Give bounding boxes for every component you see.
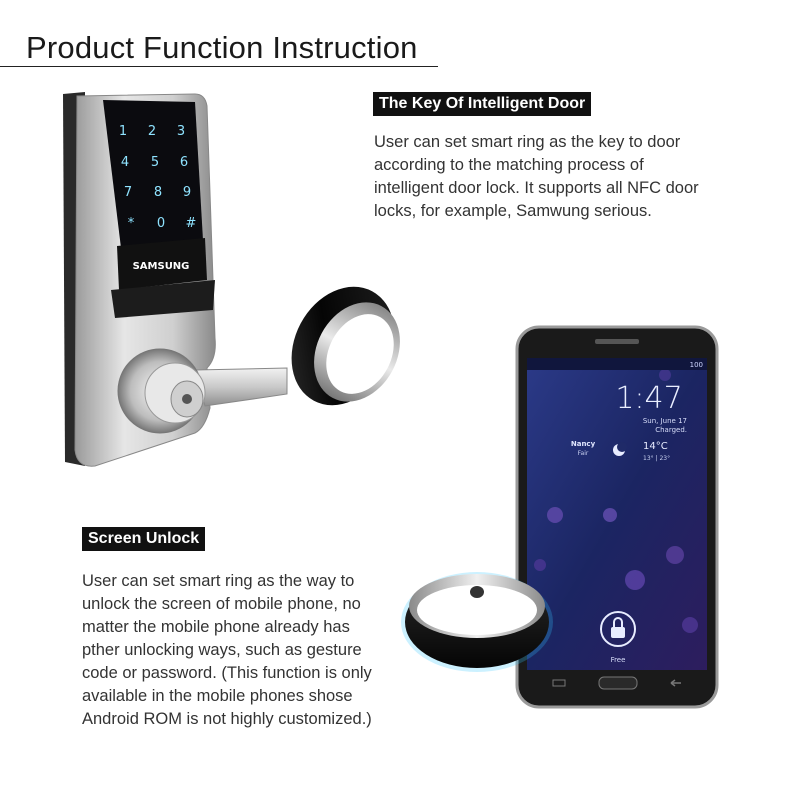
battery-status: 100 <box>689 361 703 369</box>
description-line: User can set smart ring as the key to door <box>374 133 681 151</box>
charge-status: Charged. <box>655 426 687 434</box>
title-divider <box>0 66 438 67</box>
description-line: pther unlocking ways, such as gesture <box>82 641 362 659</box>
keypad-key: # <box>185 216 197 231</box>
keypad-key: 8 <box>153 185 163 200</box>
lock-date: Sun, June 17 <box>642 417 687 425</box>
keypad-key: * <box>127 216 135 231</box>
unlock-label: Free <box>610 656 626 664</box>
screen-unlock-heading: Screen Unlock <box>82 527 205 551</box>
screen-unlock-description <box>82 570 412 731</box>
description-line: code or password. (This function is only <box>82 664 372 682</box>
brand-label: SAMSUNG <box>132 261 190 272</box>
page-title: Product Function Instruction <box>26 30 418 65</box>
keypad-key: 5 <box>150 155 160 170</box>
door-key-description <box>374 131 774 223</box>
keypad-key: 0 <box>156 216 166 231</box>
smart-ring-image <box>395 560 560 680</box>
keypad-key: 3 <box>176 124 186 139</box>
description-line: Android ROM is not highly customized.) <box>82 710 372 728</box>
description-line: locks, for example, Samwung serious. <box>374 202 652 220</box>
weather-city: Nancy <box>570 440 596 448</box>
description-line: available in the mobile phones shose <box>82 687 353 705</box>
keypad-key: 2 <box>147 124 157 139</box>
temperature: 14°C <box>643 441 668 452</box>
keypad-key: 4 <box>120 155 130 170</box>
keypad-key: 6 <box>179 155 189 170</box>
description-line: according to the matching process of <box>374 156 644 174</box>
description-line: User can set smart ring as the way to <box>82 572 355 590</box>
lock-clock: 1:47 <box>615 381 683 416</box>
keypad-key: 7 <box>123 185 133 200</box>
keypad-key: 1 <box>118 124 128 139</box>
keypad-key: 9 <box>182 185 192 200</box>
temperature-range: 13° | 23° <box>643 455 671 462</box>
door-key-heading: The Key Of Intelligent Door <box>373 92 591 116</box>
description-line: unlock the screen of mobile phone, no <box>82 595 361 613</box>
weather-condition: Fair <box>577 450 589 457</box>
description-line: intelligent door lock. It supports all NFC door <box>374 179 699 197</box>
description-line: matter the mobile phone already has <box>82 618 350 636</box>
